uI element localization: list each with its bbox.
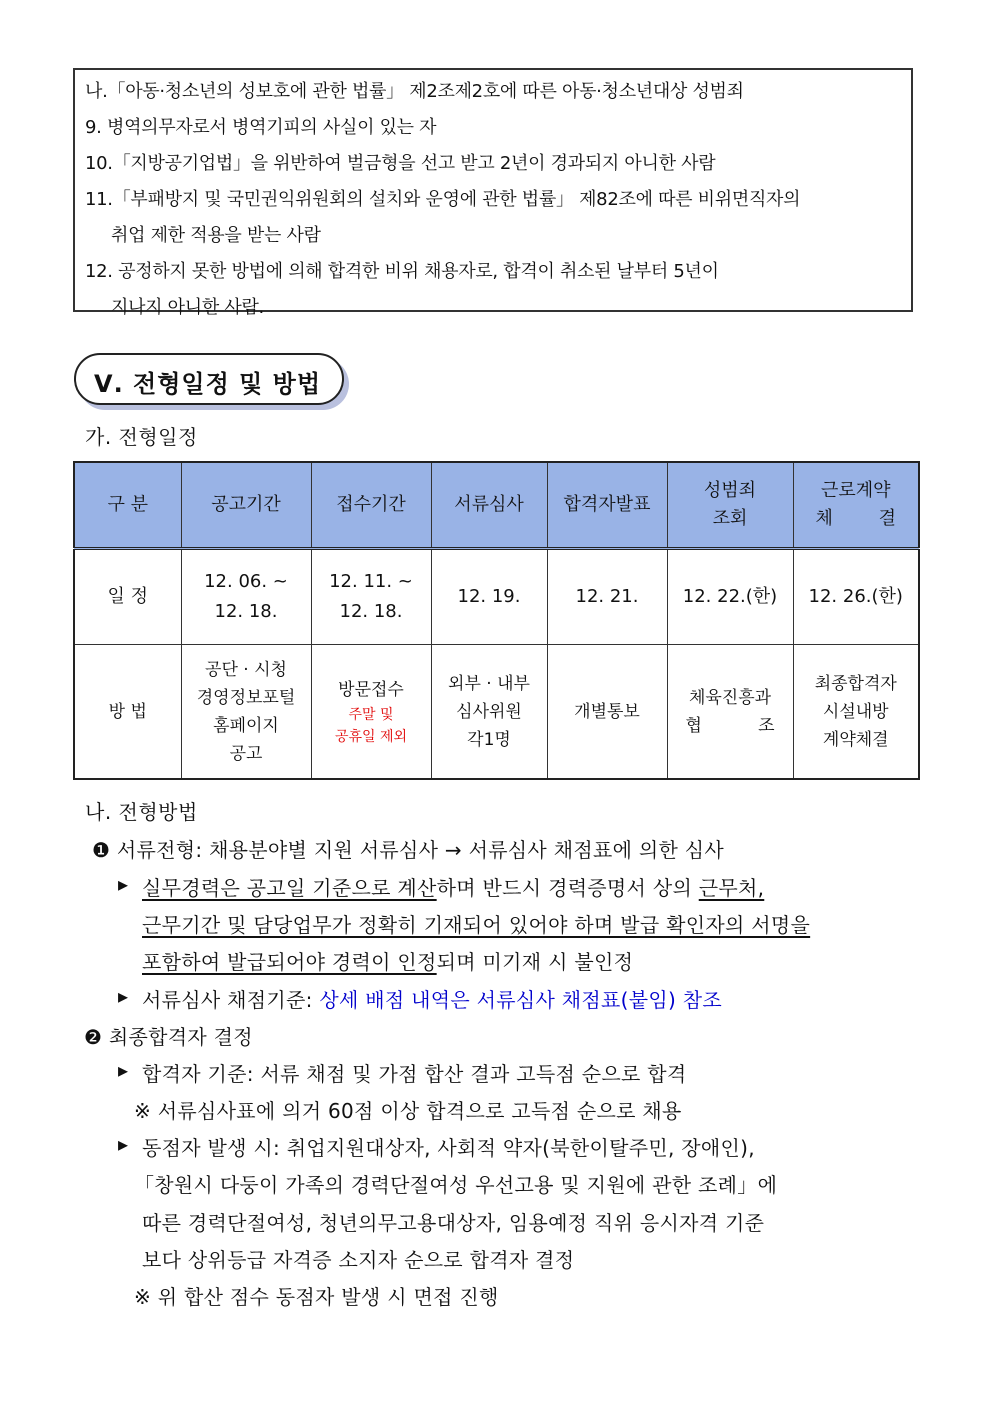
row-label-method: 방 법 [74,645,181,780]
cell-check-method [667,645,793,780]
method-1-bullet-1-line-1 [142,872,922,901]
subheading-method: 나. 전형방법 [85,800,198,824]
cell-review-method [431,645,547,780]
not-recognized-text: 되며 미기재 시 불인정 [436,950,634,974]
header-contract-l2b: 결 [878,508,896,529]
method-1-bullet-1-line-2: 근무기간 및 담당업무가 정확히 기재되어 있어야 하며 발급 확인자의 서명을 [142,913,811,937]
header-contract [793,462,919,549]
header-contract-l2 [794,505,919,533]
disq-line-11: 11.「부패방지 및 국민권익위원회의 설치와 운영에 관한 법률」 제82조에 따른 비위면직자의 [85,189,801,210]
disq-line-12: 12. 공정하지 못한 방법에 의해 합격한 비위 채용자로, 합격이 취소된 날부터 5년이 [85,261,719,282]
disq-line-na: 나.「아동·청소년의 성보호에 관한 법률」 제2조제2호에 따른 아동·청소년대상 성범죄 [85,81,744,102]
header-contract-l2a: 체 [815,508,833,529]
method-2-bullet-2-line-2: 「창원시 다둥이 가족의 경력단절여성 우선고용 및 지원에 관한 조례」에 [134,1173,778,1197]
cell-review-method-l1: 외부 · 내부 [448,673,530,694]
bullet-icon: ▸ [118,1058,129,1082]
schedule-table [73,461,920,780]
cell-check-date: 12. 22.(한) [667,549,793,645]
cell-announce-method: 개별통보 [547,645,667,780]
cell-application-note-l2: 공휴일 제외 [334,728,408,745]
method-2-bullet-2-line-3: 따른 경력단절여성, 청년의무고용대상자, 임용예정 직위 응시자격 기준 [142,1211,765,1235]
subheading-schedule: 가. 전형일정 [85,425,198,449]
cell-application-note-l1: 주말 및 [348,706,394,723]
row-label-schedule: 일 정 [74,549,181,645]
cell-notice-method-l4: 공고 [229,743,263,764]
bullet-icon: ▸ [118,1132,129,1156]
cell-application-date-start: 12. 11. ~ [329,571,413,592]
disq-line-11-cont: 취업 제한 적용을 받는 사람 [111,225,321,246]
table-row-schedule [74,549,919,645]
header-document-review: 서류심사 [431,462,547,549]
cell-notice-date-start: 12. 06. ~ [204,571,288,592]
method-2-bullet-2-line-4: 보다 상위등급 자격증 소지자 순으로 합격자 결정 [142,1248,575,1272]
bullet-icon: ▸ [118,872,129,896]
section-heading [74,353,344,405]
cell-check-method-l2 [668,712,793,740]
cell-announce-date: 12. 21. [547,549,667,645]
cell-application-method [311,645,431,780]
cell-check-method-l1: 체육진흥과 [688,687,772,708]
disq-line-10: 10.「지방공기업법」을 위반하여 벌금형을 선고 받고 2년이 경과되지 아니한 사람 [85,153,716,174]
cell-check-method-l2b: 조 [758,715,775,736]
header-notice-period: 공고기간 [181,462,311,549]
method-1-bullet-2 [142,984,722,1013]
cell-notice-method [181,645,311,780]
cell-application-method-l1: 방문접수 [338,679,404,700]
header-sex-crime-check-l1: 성범죄 [703,480,757,501]
scoring-criteria-label: 서류심사 채점기준: [142,988,320,1012]
cell-contract-date: 12. 26.(한) [793,549,919,645]
cell-application-date-end: 12. 18. [339,601,403,622]
disq-line-12-cont: 지나지 아니한 사람. [111,297,264,318]
cell-contract-method-l2: 시설내방 [822,701,889,722]
method-2-note-2: ※ 위 합산 점수 동점자 발생 시 면접 진행 [134,1285,499,1309]
workplace-text: 근무처, [698,876,765,900]
disqualification-box [73,68,913,318]
scoring-criteria-ref: 상세 배점 내역은 서류심사 채점표(붙임) 참조 [319,988,722,1012]
cell-check-method-l2a: 협 [685,715,702,736]
cell-notice-method-l3: 홈페이지 [213,715,279,736]
method-2-note-1: ※ 서류심사표에 의거 60점 이상 합격으로 고득점 순으로 채용 [134,1099,682,1123]
method-2-bullet-2-line-1: 동점자 발생 시: 취업지원대상자, 사회적 약자(북한이탈주민, 장애인), [142,1136,755,1160]
method-1-bullet-1-line-3 [142,946,633,975]
header-contract-l1: 근로계약 [820,480,891,501]
cell-application-date [311,549,431,645]
method-2-title: ❷ 최종합격자 결정 [84,1025,253,1049]
cell-review-method-l2: 심사위원 [456,701,522,722]
cell-review-date: 12. 19. [431,549,547,645]
cell-contract-method-l3: 계약체결 [822,729,889,750]
career-recognized-text: 포함하여 발급되어야 경력이 인정 [142,950,437,974]
table-header-row [74,462,919,549]
method-1-title: ❶ 서류전형: 채용분야별 지원 서류심사 → 서류심사 채점표에 의한 심사 [92,838,724,862]
cell-notice-method-l2: 경영정보포털 [196,687,296,708]
career-cert-text: 하며 반드시 경력증명서 상의 [436,876,699,900]
method-2-bullet-1: 합격자 기준: 서류 채점 및 가점 합산 결과 고득점 순으로 합격 [142,1062,687,1086]
cell-contract-method [793,645,919,780]
table-row-method [74,645,919,780]
header-result-announce: 합격자발표 [547,462,667,549]
header-sex-crime-check-l2: 조회 [712,508,748,529]
cell-contract-method-l1: 최종합격자 [814,673,897,694]
cell-review-method-l3: 각1명 [467,729,511,750]
header-category: 구 분 [74,462,181,549]
career-calc-text: 실무경력은 공고일 기준으로 계산 [142,876,437,900]
cell-notice-date-end: 12. 18. [214,601,278,622]
bullet-icon: ▸ [118,984,129,1008]
header-sex-crime-check [667,462,793,549]
header-application-period: 접수기간 [311,462,431,549]
section-title: Ⅴ. 전형일정 및 방법 [94,370,322,398]
cell-notice-method-l1: 공단 · 시청 [205,659,287,680]
cell-notice-date [181,549,311,645]
disq-line-9: 9. 병역의무자로서 병역기피의 사실이 있는 자 [85,117,437,138]
